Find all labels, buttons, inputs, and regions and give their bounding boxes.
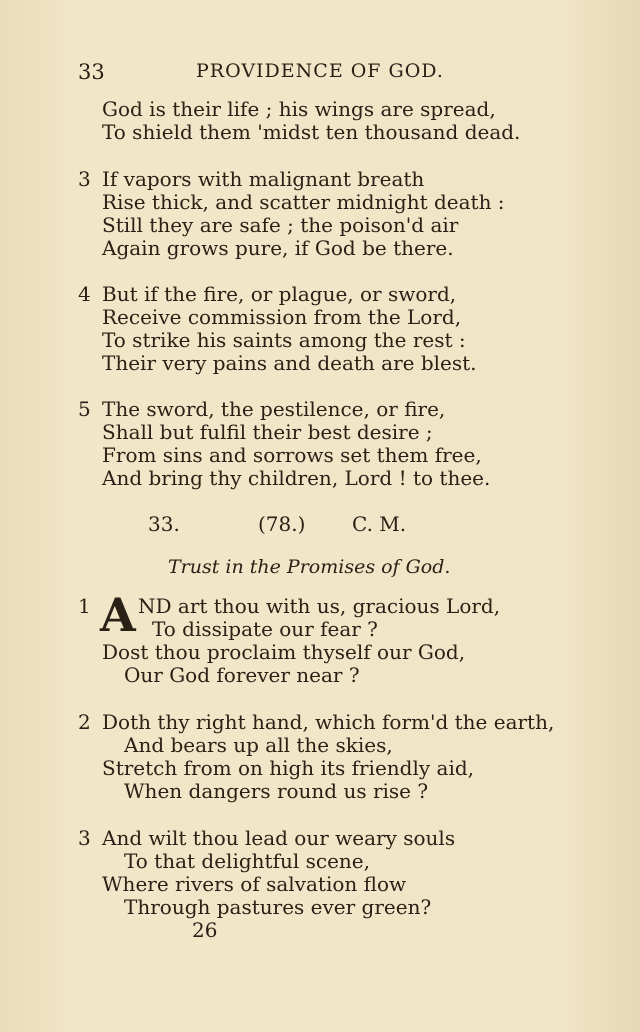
verse-line: Their very pains and death are blest. xyxy=(102,351,477,375)
verse-line: Still they are safe ; the poison'd air xyxy=(102,213,459,237)
verse-line: Again grows pure, if God be there. xyxy=(102,236,454,260)
signature-mark: 26 xyxy=(192,918,218,942)
verse-line: Our God forever near ? xyxy=(124,663,360,687)
verse-line: If vapors with malignant breath xyxy=(102,167,425,191)
verse-line: To that delightful scene, xyxy=(124,849,370,873)
page-number: 33 xyxy=(78,60,105,84)
verse-line: To strike his saints among the rest : xyxy=(102,328,466,352)
verse-line: Rise thick, and scatter midnight death : xyxy=(102,190,505,214)
verse-line: Stretch from on high its friendly aid, xyxy=(102,756,475,780)
hymn-title: Trust in the Promises of God. xyxy=(168,556,451,578)
verse-line: And bring thy children, Lord ! to thee. xyxy=(102,466,491,490)
verse-line: ND art thou with us, gracious Lord, xyxy=(138,594,501,618)
verse-line: But if the fire, or plague, or sword, xyxy=(102,282,457,306)
verse-line: Dost thou proclaim thyself our God, xyxy=(102,640,466,664)
hymn-heading xyxy=(0,512,640,540)
verse-line: To dissipate our fear ? xyxy=(152,617,378,641)
verse-line: Through pastures ever green? xyxy=(124,895,432,919)
dropcap-letter: A xyxy=(100,588,136,642)
carryover-line: To shield them 'midst ten thousand dead. xyxy=(102,120,521,144)
verse-line: Shall but fulfil their best desire ; xyxy=(102,420,433,444)
verse-line: Receive commission from the Lord, xyxy=(102,305,462,329)
verse-line: And bears up all the skies, xyxy=(124,733,393,757)
verse-line: The sword, the pestilence, or fire, xyxy=(102,397,446,421)
hymn-reference: (78.) xyxy=(258,512,306,536)
verse-line: From sins and sorrows set them free, xyxy=(102,443,482,467)
verse-number: 5 xyxy=(78,397,91,421)
verse-number: 1 xyxy=(78,594,91,618)
hymn-meter: C. M. xyxy=(352,512,407,536)
verse-line: Doth thy right hand, which form'd the earth, xyxy=(102,710,555,734)
verse-number: 4 xyxy=(78,282,91,306)
verse-line: And wilt thou lead our weary souls xyxy=(102,826,456,850)
verse-number: 2 xyxy=(78,710,91,734)
verse-number: 3 xyxy=(78,167,91,191)
verse-line: Where rivers of salvation flow xyxy=(102,872,407,896)
carryover-line: God is their life ; his wings are spread, xyxy=(102,97,496,121)
page-header xyxy=(78,60,598,88)
running-title: PROVIDENCE OF GOD. xyxy=(196,60,444,82)
hymn-number: 33. xyxy=(148,512,180,536)
verse-line: When dangers round us rise ? xyxy=(124,779,429,803)
verse-number: 3 xyxy=(78,826,91,850)
